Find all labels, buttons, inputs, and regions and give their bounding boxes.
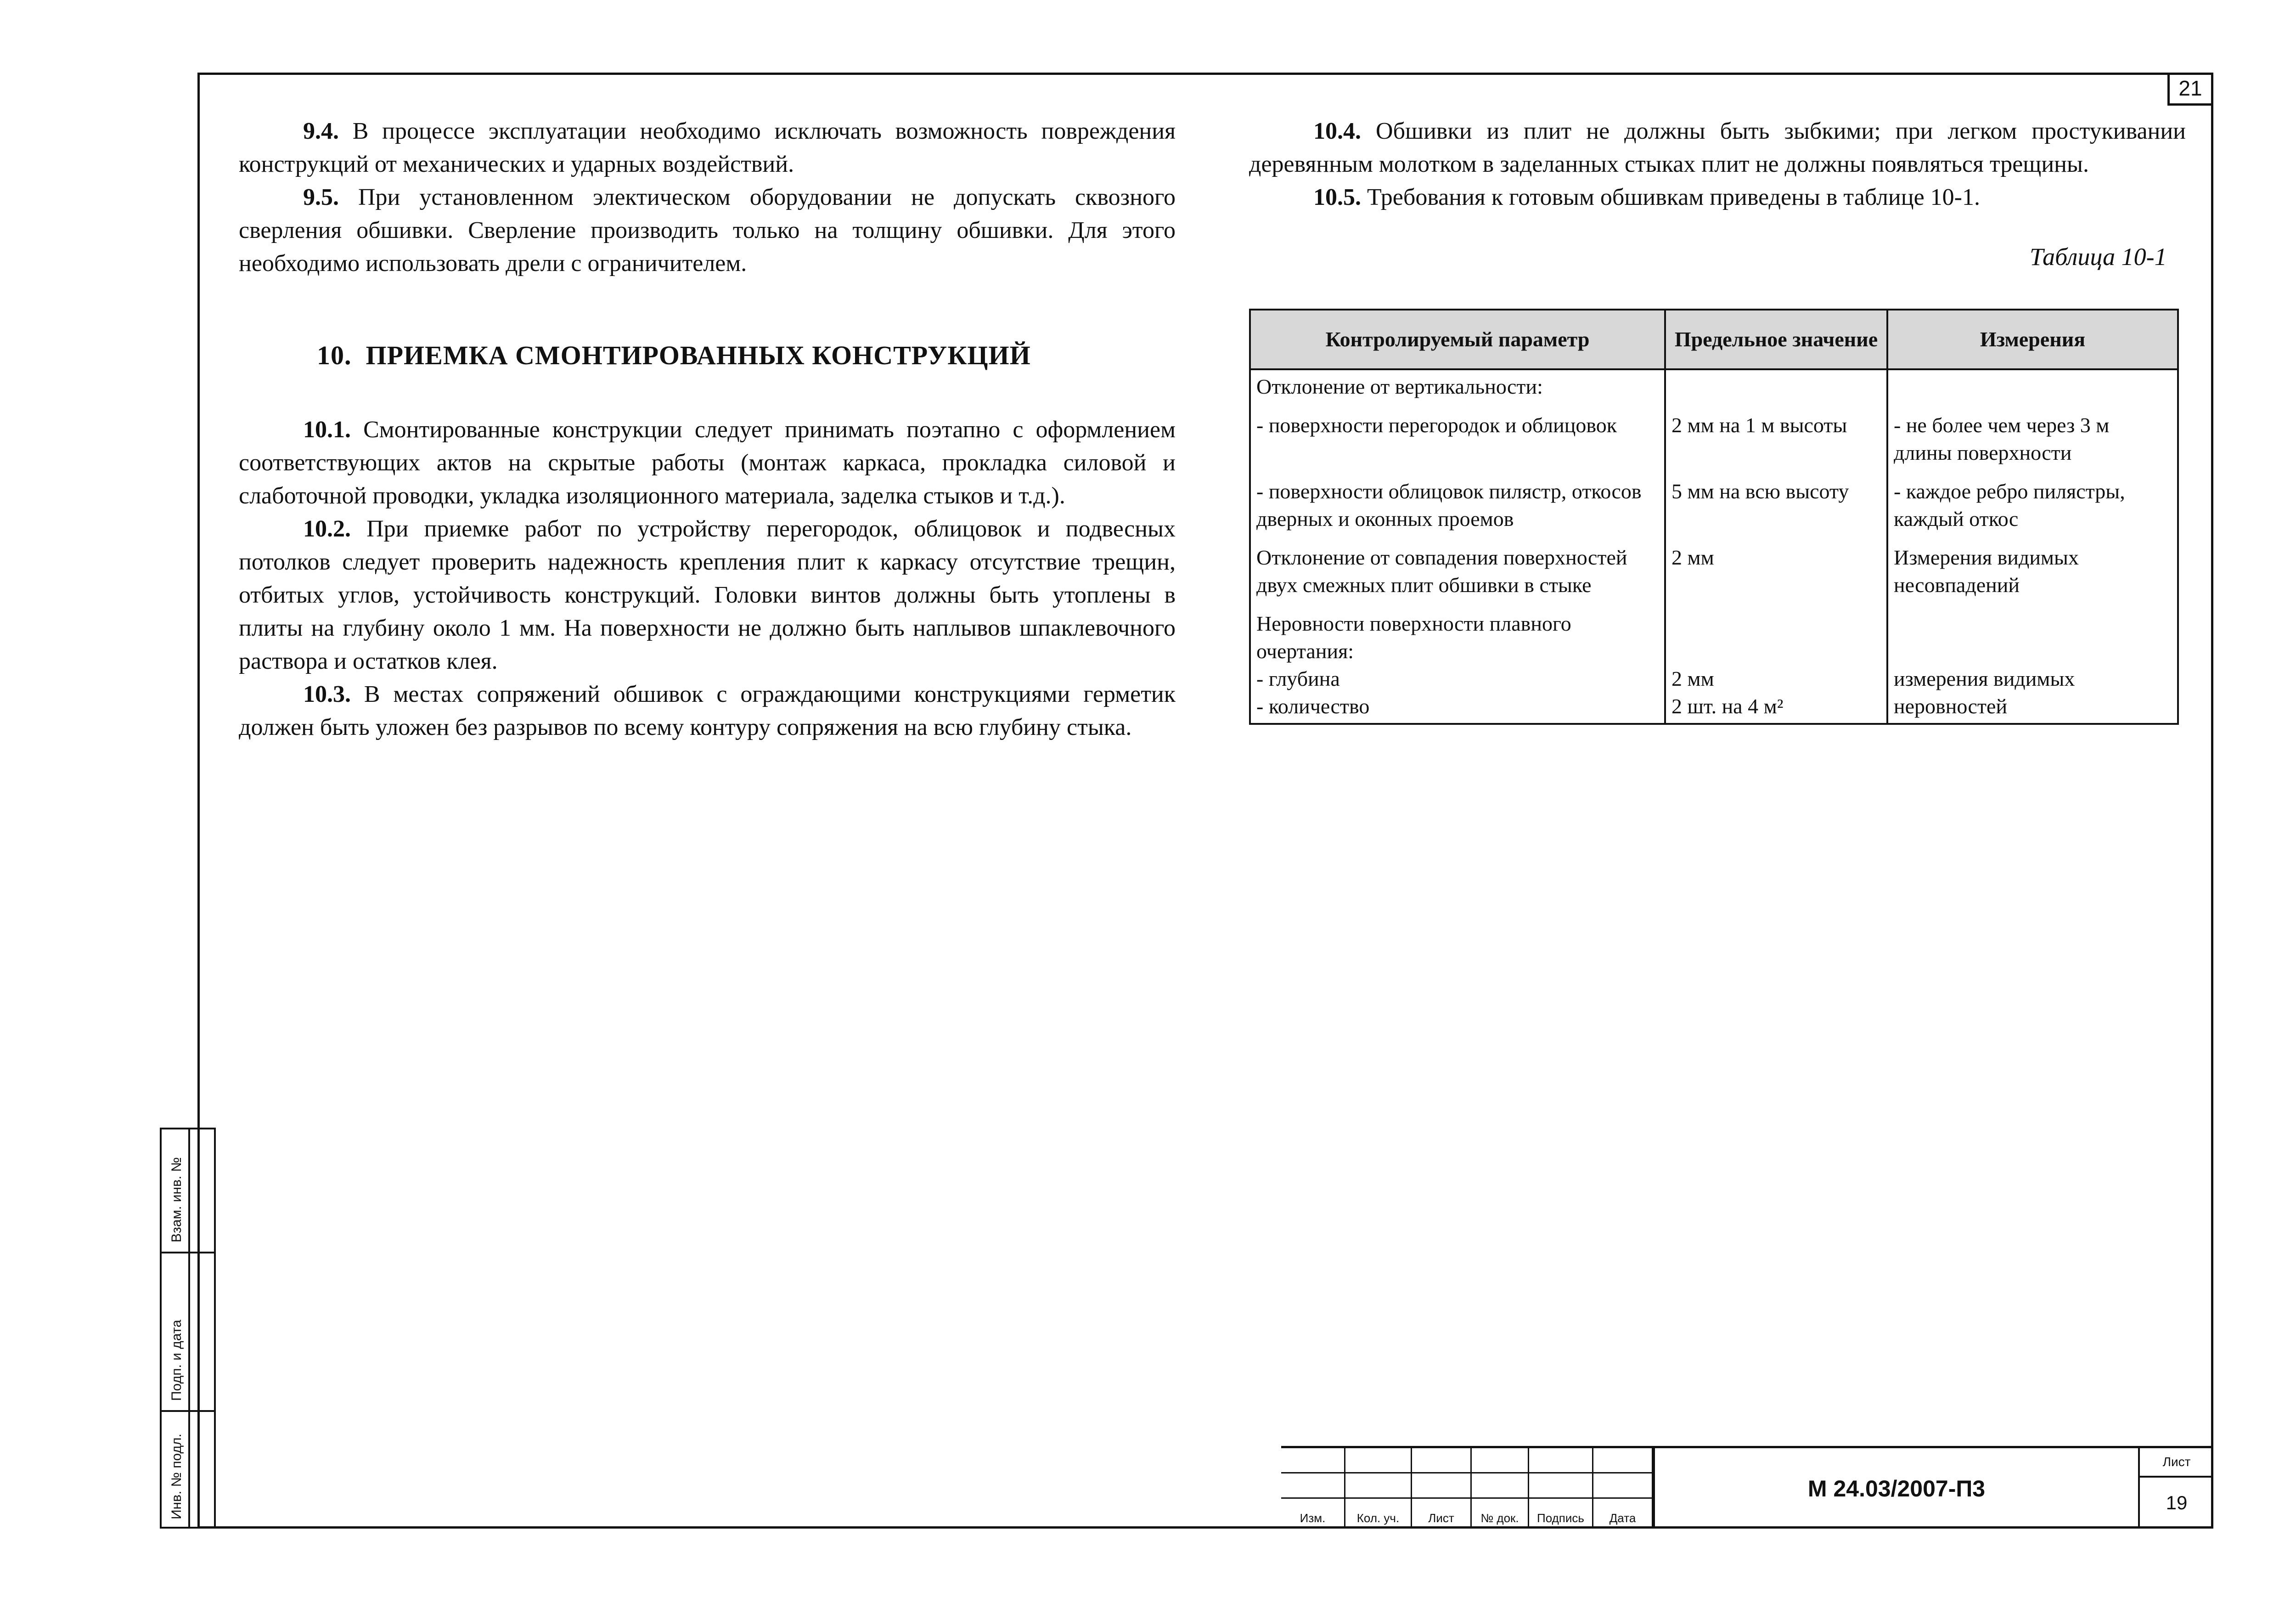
- sheet-label: Лист: [2140, 1448, 2213, 1478]
- table-cell: Отклонение от вертикальности:: [1250, 369, 1665, 403]
- section-heading: 10. ПРИЕМКА СМОНТИРОВАННЫХ КОНСТРУКЦИЙ: [317, 340, 1031, 370]
- stamp-cell: [1472, 1448, 1529, 1473]
- header-parameter: Контролируемый параметр: [1250, 310, 1665, 369]
- stamp-cell: [1345, 1473, 1412, 1499]
- sheet-box: [2140, 1448, 2213, 1529]
- stamp-label: Подпись: [1537, 1511, 1584, 1525]
- paragraph-10-4: 10.4. Обшивки из плит не должны быть зыбкими; при легком простукивании деревянным молотком в заделанных стыках плит не должны появляться трещины.: [1249, 118, 2186, 177]
- stamp-cell: [1593, 1499, 1653, 1529]
- table-cell: 5 мм на всю высоту: [1665, 469, 1887, 536]
- stamp-cell: [1529, 1448, 1593, 1473]
- table-cell: - каждое ребро пилястры, каждый откос: [1887, 469, 2178, 536]
- side-cell-original-inventory: Инв. № подл.: [162, 1412, 216, 1529]
- sheet-number: 19: [2166, 1492, 2188, 1513]
- stamp-cell: [1472, 1499, 1529, 1529]
- stamp-cell: [1281, 1473, 1345, 1499]
- paragraph-10-3: 10.3. В местах сопряжений обшивок с ограждающими конструкциями герметик должен быть уложен без разрывов по всему контуру сопряжения на всю глубину стыка.: [239, 681, 1176, 740]
- table-row: [1250, 403, 2178, 469]
- stamp-label: Кол. уч.: [1356, 1511, 1400, 1525]
- stamp-cell: [1529, 1473, 1593, 1499]
- header-limit: Предельное значение: [1665, 310, 1887, 369]
- stamp-cell: [1412, 1448, 1472, 1473]
- table-cell: [1665, 369, 1887, 403]
- requirements-table: [1249, 309, 2179, 725]
- left-column-section-10: [239, 413, 1176, 744]
- stamp-cell: [1593, 1473, 1653, 1499]
- side-cell-signature-date: Подп. и дата: [162, 1253, 216, 1412]
- table-cell: измерения видимых неровностей: [1887, 602, 2178, 724]
- stamp-cell: [1345, 1448, 1412, 1473]
- table-cell: 2 мм 2 шт. на 4 м²: [1665, 602, 1887, 724]
- stamp-cell: [1281, 1448, 1345, 1473]
- stamp-label: № док.: [1480, 1511, 1519, 1525]
- table-row: [1250, 369, 2178, 403]
- table-cell: 2 мм на 1 м высоты: [1665, 403, 1887, 469]
- revision-grid: [1281, 1448, 1653, 1529]
- side-cell-replacement: Взам. инв. №: [162, 1129, 216, 1253]
- table-cell: Отклонение от совпадения поверхностей двух смежных плит обшивки в стыке: [1250, 536, 1665, 602]
- right-column: [1249, 115, 2186, 214]
- stamp-cell: [1281, 1499, 1345, 1529]
- table-cell: - не более чем через 3 м длины поверхности: [1887, 403, 2178, 469]
- stamp-label: Изм.: [1300, 1511, 1326, 1525]
- paragraph-10-5: 10.5. Требования к готовым обшивкам приведены в таблице 10-1.: [1313, 184, 1980, 210]
- paragraph-9-4: 9.4. В процессе эксплуатации необходимо исключать возможность повреждения конструкций от механических и ударных воздействий.: [239, 118, 1176, 177]
- title-block: [1281, 1446, 2213, 1529]
- page-frame: [197, 73, 2213, 1529]
- table-header-row: [1250, 310, 2178, 369]
- table-cell: - поверхности перегородок и облицовок: [1250, 403, 1665, 469]
- table-caption: Таблица 10-1: [2030, 243, 2167, 271]
- paragraph-10-2: 10.2. При приемке работ по устройству перегородок, облицовок и подвесных потолков следует проверить надежность крепления плит к каркасу отсутствие трещин, отбитых углов, устойчивость конструкций. Головки винтов должны быть утоплены в плиты на глубину около 1 мм. На поверхности не должно быть наплывов шпаклевочного раствора и остатков клея.: [239, 516, 1176, 674]
- stamp-cell: [1593, 1448, 1653, 1473]
- table-row: [1250, 602, 2178, 724]
- left-column: [239, 115, 1176, 280]
- page-number-top: 21: [2167, 73, 2213, 106]
- stamp-cell: [1345, 1499, 1412, 1529]
- stamp-cell: [1529, 1499, 1593, 1529]
- table-cell: [1887, 369, 2178, 403]
- table-cell: 2 мм: [1665, 536, 1887, 602]
- header-measurement: Измерения: [1887, 310, 2178, 369]
- stamp-label: Лист: [1428, 1511, 1454, 1525]
- table-cell: - поверхности облицовок пилястр, откосов дверных и оконных проемов: [1250, 469, 1665, 536]
- stamp-cell: [1412, 1473, 1472, 1499]
- stamp-label: Дата: [1609, 1511, 1636, 1525]
- document-code: М 24.03/2007-П3: [1653, 1448, 2140, 1529]
- stamp-cell: [1472, 1473, 1529, 1499]
- paragraph-9-5: 9.5. При установленном электическом оборудовании не допускать сквозного сверления обшивки. Сверление производить только на толщину обшивки. Для этого необходимо использовать дрели с ограничителем.: [239, 184, 1176, 277]
- side-stamp: [160, 1128, 216, 1529]
- table-cell: Неровности поверхности плавного очертания: - глубина - количество: [1250, 602, 1665, 724]
- paragraph-10-1: 10.1. Смонтированные конструкции следует принимать поэтапно с оформлением соответствующих актов на скрытые работы (монтаж каркаса, прокладка силовой и слаботочной проводки, укладка изоляционного материала, заделка стыков и т.д.).: [239, 417, 1176, 509]
- stamp-cell: [1412, 1499, 1472, 1529]
- table-row: [1250, 536, 2178, 602]
- table-cell: Измерения видимых несовпадений: [1887, 536, 2178, 602]
- table-row: [1250, 469, 2178, 536]
